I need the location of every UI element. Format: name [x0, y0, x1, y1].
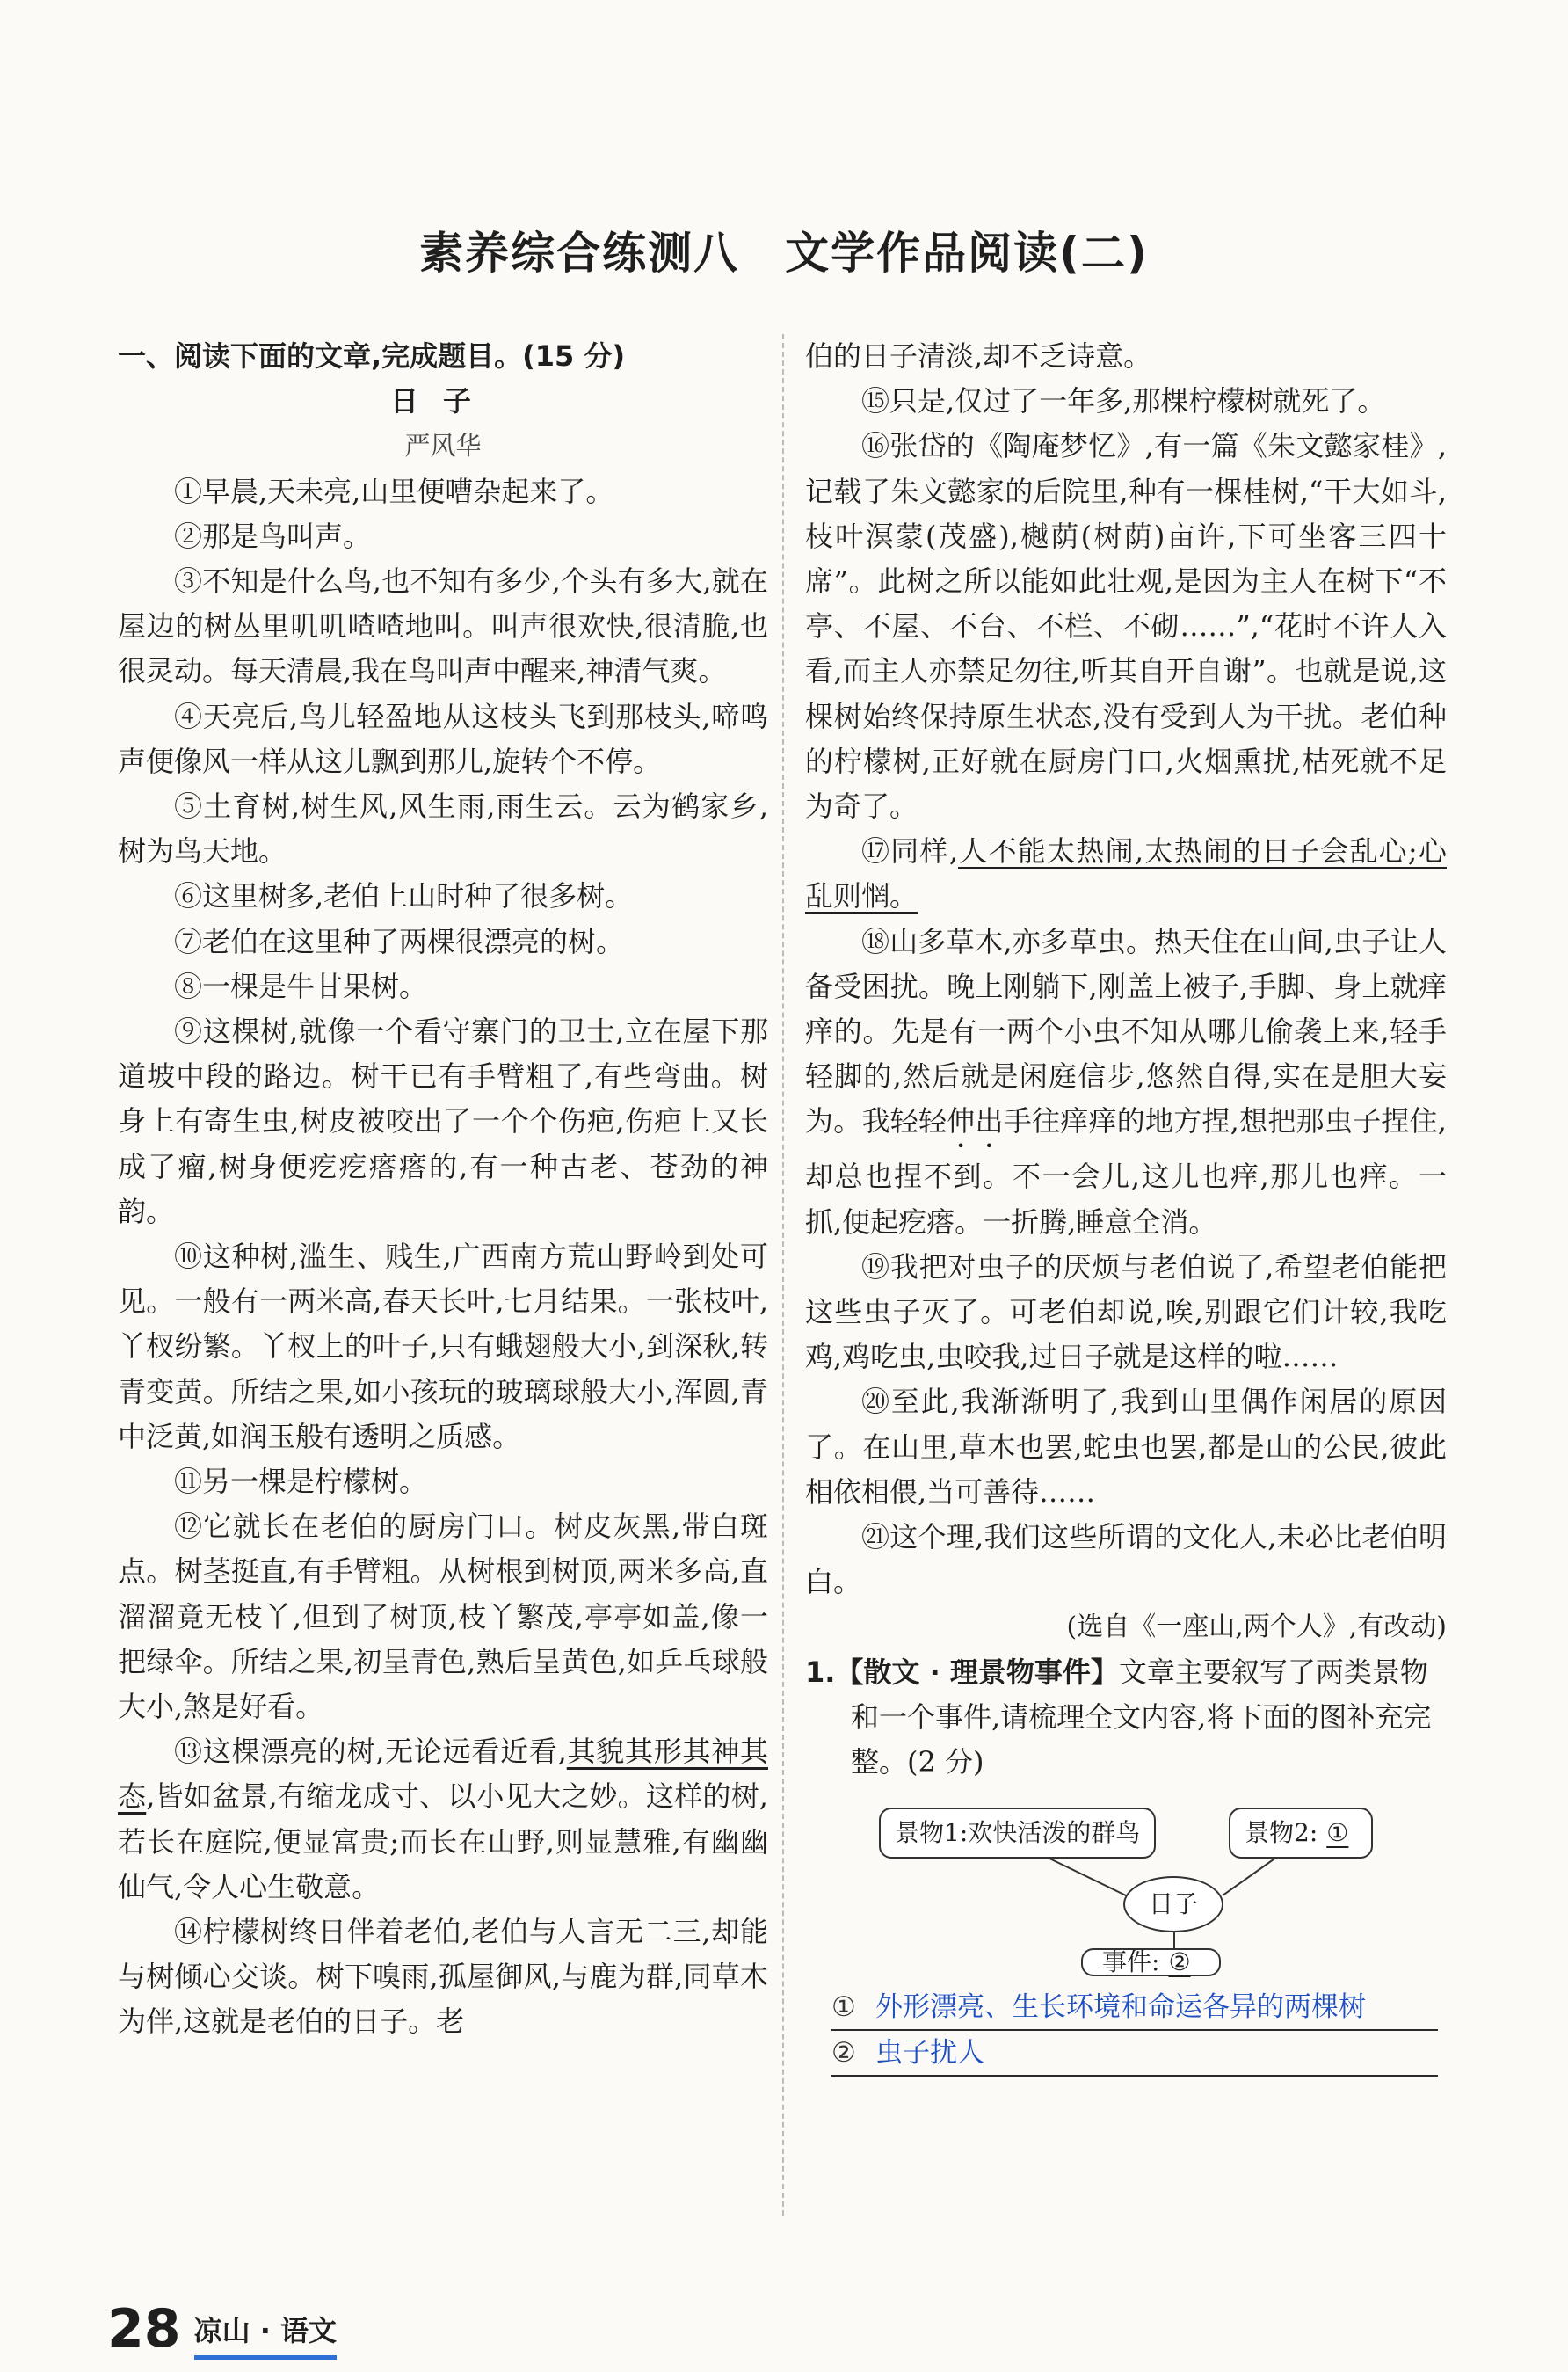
event-label: 事件:: [1102, 1947, 1160, 1977]
paragraph-21: ㉑这个理,我们这些所谓的文化人,未必比老伯明白。: [805, 1520, 1447, 1599]
question-text: 文章主要叙写了两类景物和一个事件,请梳理全文内容,将下面的图补充完整。(2 分): [851, 1655, 1432, 1779]
paragraph-19: ⑲我把对虫子的厌烦与老伯说了,希望老伯能把这些虫子灭了。可老伯却说,唉,别跟它们计较,我吃鸡,鸡吃虫,虫咬我,过日子就是这样的啦……: [805, 1249, 1447, 1374]
paragraph-7: ⑦老伯在这里种了两棵很漂亮的树。: [174, 924, 625, 958]
paragraph-13: [118, 1729, 768, 1910]
article-author: 严风华: [404, 431, 482, 462]
paragraph-13-text-a: ⑬这棵漂亮的树,无论远看近看,: [174, 1735, 567, 1769]
paragraph-8: ⑧一棵是牛甘果树。: [174, 969, 428, 1003]
question-1: [805, 1650, 1447, 1786]
diagram-box-scenery-2: [1229, 1808, 1373, 1859]
right-column: [805, 334, 1447, 2077]
paragraph-3: ③不知是什么鸟,也不知有多少,个头有多大,就在屋边的树丛里叽叽喳喳地叫。叫声很欢快,很清脆,也很灵动。每天清晨,我在鸟叫声中醒来,神清气爽。: [118, 564, 768, 688]
footer-label: 凉山 · 语文: [194, 2306, 337, 2360]
paragraph-1: ①早晨,天未亮,山里便嘈杂起来了。: [174, 474, 614, 508]
paragraph-4: ④天亮后,鸟儿轻盈地从这枝头飞到那枝头,啼鸣声便像风一样从这儿飘到那儿,旋转个不停。: [118, 699, 768, 778]
handwritten-answer: 虫子扰人: [875, 2037, 984, 2070]
column-divider: [782, 334, 784, 2216]
paragraph-17: [805, 829, 1447, 919]
page-footer: [107, 2298, 337, 2360]
answer-area: [805, 1985, 1447, 2077]
handwritten-answer: 外形漂亮、生长环境和命运各异的两棵树: [875, 1991, 1366, 2024]
paragraph-20: ⑳至此,我渐渐明了,我到山里偶作闲居的原因了。在山里,草木也罢,蛇虫也罢,都是山的公民,彼此相依相偎,当可善待……: [805, 1385, 1447, 1509]
answer-line-1[interactable]: [831, 1985, 1438, 2031]
event-blank[interactable]: ②: [1168, 1947, 1191, 1977]
paragraph-11: ⑪另一棵是柠檬树。: [174, 1465, 428, 1499]
paragraph-16: ⑯张岱的《陶庵梦忆》,有一篇《朱文懿家桂》,记载了朱文懿家的后院里,种有一棵桂树,“干大如斗,枝叶溟蒙(茂盛),樾荫(树荫)亩许,下可坐客三四十席”。此树之所以能如此壮观,是因为主人在树下“不亭、不屋、不台、不栏、不砌……”,“花时不许人入看,而主人亦禁足勿往,听其自开自谢”。也就是说,这棵树始终保持原生状态,没有受到人为干扰。老伯种的柠檬树,正好就在厨房门口,火烟熏扰,枯死就不足为奇了。: [805, 429, 1447, 824]
paragraph-18-text-b: 手往痒痒的地方捏,想把那虫子捏住,却总也捏不到。不一会儿,这儿也痒,那儿也痒。一抓,便起疙瘩。一折腾,睡意全消。: [805, 1104, 1447, 1239]
paragraph-18-text-a: ⑱山多草木,亦多草虫。热天住在山间,虫子让人备受困扰。晚上刚躺下,刚盖上被子,手脚、身上就痒痒的。先是有一两个小虫不知从哪儿偷袭上来,轻手轻脚的,然后就是闲庭信步,悠然自得,实在是胆大妄为。我轻轻: [805, 924, 1447, 1139]
paragraph-2: ②那是鸟叫声。: [174, 519, 372, 553]
paragraph-10: ⑩这种树,滥生、贱生,广西南方荒山野岭到处可见。一般有一两米高,春天长叶,七月结果。一张枝叶,丫杈纷繁。丫杈上的叶子,只有蛾翅般大小,到深秋,转青变黄。所结之果,如小孩玩的玻璃球般大小,浑圆,青中泛黄,如润玉般有透明之质感。: [118, 1240, 768, 1453]
diagram-box-scenery-1: 景物1:欢快活泼的群鸟: [879, 1808, 1156, 1859]
paragraph-14: ⑭柠檬树终日伴着老伯,老伯与人言无二三,却能与树倾心交谈。树下嗅雨,孤屋御风,与鹿为群,同草木为伴,这就是老伯的日子。老: [118, 1915, 768, 2039]
question-tag: 【散文 · 理景物事件】: [835, 1655, 1119, 1689]
diagram-box-event: [1081, 1948, 1221, 1976]
answer-number: ②: [831, 2037, 856, 2070]
article-source: (选自《一座山,两个人》,有改动): [1066, 1612, 1447, 1643]
answer-line-2[interactable]: [831, 2031, 1438, 2077]
paragraph-17-text-a: ⑰同样,: [861, 834, 959, 869]
paragraph-9: ⑨这棵树,就像一个看守寨门的卫士,立在屋下那道坡中段的路边。树干已有手臂粗了,有些弯曲。树身上有寄生虫,树皮被咬出了一个个伤疤,伤疤上又长成了瘤,树身便疙疙瘩瘩的,有一种古老、苍劲的神韵。: [118, 1015, 768, 1228]
question-diagram: [805, 1792, 1447, 1976]
dotted-emphasis: 伸出: [947, 1104, 1004, 1139]
paragraph-15: ⑮只是,仅过了一年多,那棵柠檬树就死了。: [861, 384, 1386, 418]
connector-line-1: [1042, 1855, 1126, 1895]
paragraph-6: ⑥这里树多,老伯上山时种了很多树。: [174, 879, 634, 913]
article-title: 日子: [389, 384, 496, 418]
scenery-2-label: 景物2:: [1245, 1818, 1318, 1848]
paragraph-14-continued: 伯的日子清淡,却不乏诗意。: [805, 339, 1152, 373]
underlined-phrase: 其貌其形其神其态: [118, 1735, 768, 1814]
paragraph-13-text-b: ,皆如盆景,有缩龙成寸、以小见大之妙。这样的树,若长在庭院,便显富贵;而长在山野,则显慧雅,有幽幽仙气,令人心生敬意。: [118, 1779, 768, 1903]
paragraph-18: [805, 920, 1447, 1245]
answer-number: ①: [831, 1991, 856, 2024]
connector-line-2: [1223, 1855, 1280, 1895]
section-heading: 一、阅读下面的文章,完成题目。(15 分): [118, 339, 626, 373]
left-column: [118, 334, 768, 2045]
page-number: 28: [107, 2298, 181, 2360]
underlined-sentence: 人不能太热闹,太热闹的日子会乱心;心乱则惘。: [805, 834, 1447, 913]
paragraph-5: ⑤土育树,树生风,风生雨,雨生云。云为鹤家乡,树为鸟天地。: [118, 789, 768, 869]
paragraph-12: ⑫它就长在老伯的厨房门口。树皮灰黑,带白斑点。树茎挺直,有手臂粗。从树根到树顶,两米多高,直溜溜竟无枝丫,但到了树顶,枝丫繁茂,亭亭如盖,像一把绿伞。所结之果,初呈青色,熟后呈黄色,如乒乓球般大小,煞是好看。: [118, 1510, 768, 1724]
diagram-center-ellipse: 日子: [1123, 1876, 1223, 1932]
page-title: 素养综合练测八 文学作品阅读(二): [419, 228, 1149, 279]
question-number: 1.: [805, 1655, 836, 1689]
scenery-2-blank[interactable]: ①: [1326, 1818, 1349, 1848]
